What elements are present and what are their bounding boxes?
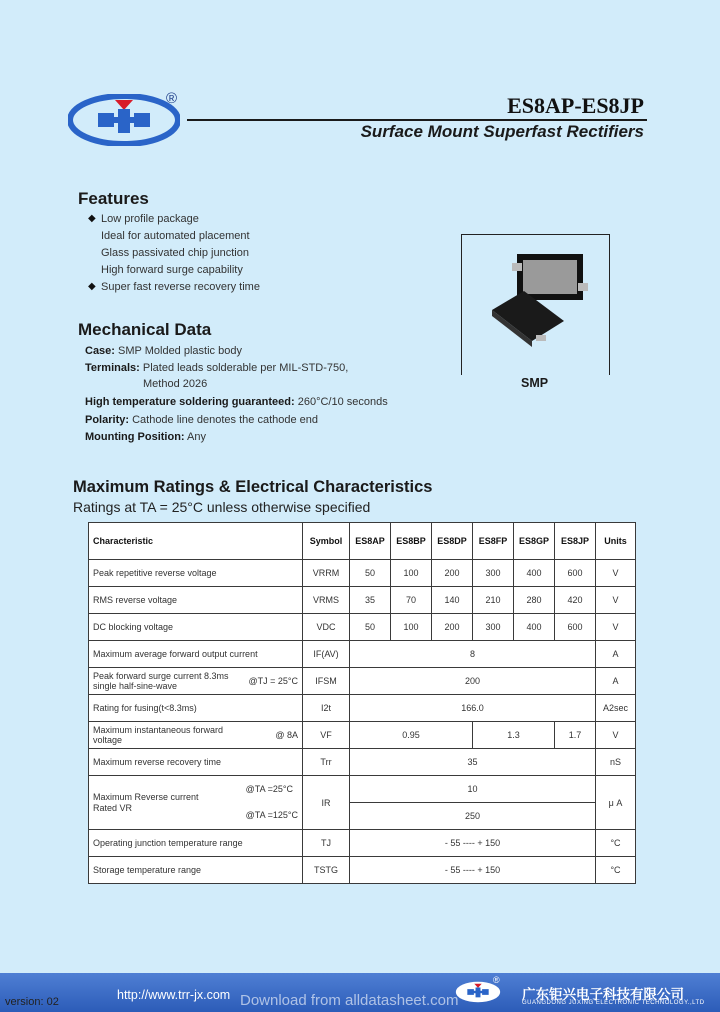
- mech-terminals-method: Method 2026: [143, 378, 208, 390]
- table-cell: VDC: [303, 614, 350, 641]
- table-cell: A: [596, 641, 636, 668]
- table-cell: Trr: [303, 749, 350, 776]
- registered-mark: ®: [166, 90, 178, 107]
- table-cell: 1.7: [555, 722, 596, 749]
- table-row: [89, 776, 636, 803]
- table-cell: 300: [473, 614, 514, 641]
- mechanical-heading: Mechanical Data: [78, 320, 212, 339]
- table-cell: Maximum instantaneous forward voltage @ 8A: [89, 722, 303, 749]
- table-cell: IF(AV): [303, 641, 350, 668]
- table-cell: 166.0: [350, 695, 596, 722]
- table-row: [89, 857, 636, 884]
- package-label: SMP: [521, 376, 549, 390]
- table-cell: 200: [432, 560, 473, 587]
- company-name-cn: 广东钜兴电子科技有限公司: [522, 987, 684, 1002]
- table-row: [89, 587, 636, 614]
- table-cell: Maximum reverse recovery time: [89, 749, 303, 776]
- table-header-row: [89, 523, 636, 560]
- mech-case: Case: SMP Molded plastic body: [85, 345, 242, 357]
- table-cell: 200: [350, 668, 596, 695]
- table-row: [89, 560, 636, 587]
- features-heading: Features: [78, 189, 149, 208]
- header-cell: ES8DP: [432, 523, 473, 560]
- table-cell: Peak repetitive reverse voltage: [89, 560, 303, 587]
- table-cell: VRMS: [303, 587, 350, 614]
- table-row: [89, 668, 636, 695]
- feature-item: Glass passivated chip junction: [101, 247, 249, 259]
- table-cell: Operating junction temperature range: [89, 830, 303, 857]
- table-cell: 600: [555, 614, 596, 641]
- table-cell: 600: [555, 560, 596, 587]
- table-cell: 100: [391, 560, 432, 587]
- table-cell: Maximum average forward output current: [89, 641, 303, 668]
- table-cell: °C: [596, 857, 636, 884]
- table-row: [89, 614, 636, 641]
- header-cell: ES8BP: [391, 523, 432, 560]
- table-row: [89, 830, 636, 857]
- table-cell: 400: [514, 560, 555, 587]
- characteristics-table: [88, 522, 636, 884]
- table-cell: Storage temperature range: [89, 857, 303, 884]
- package-image-box: [461, 234, 610, 375]
- ratings-condition: Ratings at TA = 25°C unless otherwise specified: [73, 499, 371, 515]
- table-cell: A2sec: [596, 695, 636, 722]
- feature-item: Ideal for automated placement: [101, 230, 250, 242]
- header-cell: ES8AP: [350, 523, 391, 560]
- website-link[interactable]: http://www.trr-jx.com: [117, 988, 231, 1002]
- table-cell: μ A: [596, 776, 636, 830]
- footer-registered-mark: ®: [493, 975, 500, 985]
- table-cell: °C: [596, 830, 636, 857]
- header-cell: ES8JP: [555, 523, 596, 560]
- table-row: [89, 722, 636, 749]
- table-cell: TJ: [303, 830, 350, 857]
- table-cell: 210: [473, 587, 514, 614]
- table-row: [89, 641, 636, 668]
- document-subtitle: Surface Mount Superfast Rectifiers: [360, 122, 644, 141]
- header-cell: Symbol: [303, 523, 350, 560]
- table-cell: V: [596, 560, 636, 587]
- table-cell: I2t: [303, 695, 350, 722]
- table-cell: VRRM: [303, 560, 350, 587]
- table-cell: 100: [391, 614, 432, 641]
- table-cell: Peak forward surge current 8.3ms single half-sine-wave @TJ = 25°C: [89, 668, 303, 695]
- table-cell: 0.95: [350, 722, 473, 749]
- table-cell: 140: [432, 587, 473, 614]
- table-cell: 70: [391, 587, 432, 614]
- table-cell: 200: [432, 614, 473, 641]
- table-cell: IFSM: [303, 668, 350, 695]
- table-cell: 1.3: [473, 722, 555, 749]
- table-cell: 280: [514, 587, 555, 614]
- table-cell: RMS reverse voltage: [89, 587, 303, 614]
- table-cell: 35: [350, 587, 391, 614]
- diamond-bullet-icon: ◆: [88, 281, 96, 292]
- table-cell: VF: [303, 722, 350, 749]
- smp-package-image: [462, 235, 609, 375]
- table-cell: IR: [303, 776, 350, 830]
- table-cell: Maximum Reverse current Rated VR @TA =25°C @TA =125°C: [89, 776, 303, 830]
- company-logo: [68, 94, 180, 146]
- table-cell: 35: [350, 749, 596, 776]
- table-cell: A: [596, 668, 636, 695]
- table-row: [89, 695, 636, 722]
- mech-soldering: High temperature soldering guaranteed: 260°C/10 seconds: [85, 396, 388, 408]
- version-label: version: 02: [5, 996, 59, 1008]
- table-cell: 400: [514, 614, 555, 641]
- company-name-en: GUANGDONG JUXING ELECTRONIC TECHNOLOGY.,LTD: [522, 1000, 705, 1006]
- table-cell: 50: [350, 560, 391, 587]
- table-cell: TSTG: [303, 857, 350, 884]
- table-cell: 300: [473, 560, 514, 587]
- diamond-bullet-icon: ◆: [88, 213, 96, 224]
- table-cell: 420: [555, 587, 596, 614]
- mech-terminals: Terminals: Plated leads solderable per MIL-STD-750,: [85, 362, 349, 374]
- feature-item: High forward surge capability: [101, 264, 243, 276]
- header-cell: ES8FP: [473, 523, 514, 560]
- header-divider: [187, 119, 647, 121]
- mech-mounting: Mounting Position: Any: [85, 431, 207, 443]
- table-cell: Rating for fusing(t<8.3ms): [89, 695, 303, 722]
- header-cell: Characteristic: [89, 523, 303, 560]
- table-cell: V: [596, 587, 636, 614]
- table-cell: - 55 ---- + 150: [350, 857, 596, 884]
- table-cell: 50: [350, 614, 391, 641]
- mech-polarity: Polarity: Cathode line denotes the cathode end: [85, 414, 319, 426]
- table-cell: V: [596, 614, 636, 641]
- table-cell: nS: [596, 749, 636, 776]
- ratings-heading: Maximum Ratings & Electrical Characteristics: [73, 478, 433, 496]
- table-cell: V: [596, 722, 636, 749]
- table-cell: 250: [350, 803, 596, 830]
- table-cell: 8: [350, 641, 596, 668]
- watermark-text: Download from alldatasheet.com: [240, 992, 459, 1009]
- header-cell: Units: [596, 523, 636, 560]
- table-cell: 10: [350, 776, 596, 803]
- feature-item: ◆ Super fast reverse recovery time: [88, 281, 260, 293]
- table-row: [89, 749, 636, 776]
- header-cell: ES8GP: [514, 523, 555, 560]
- table-cell: DC blocking voltage: [89, 614, 303, 641]
- part-number: ES8AP-ES8JP: [507, 93, 644, 118]
- table-cell: - 55 ---- + 150: [350, 830, 596, 857]
- feature-item: ◆ Low profile package: [88, 213, 199, 225]
